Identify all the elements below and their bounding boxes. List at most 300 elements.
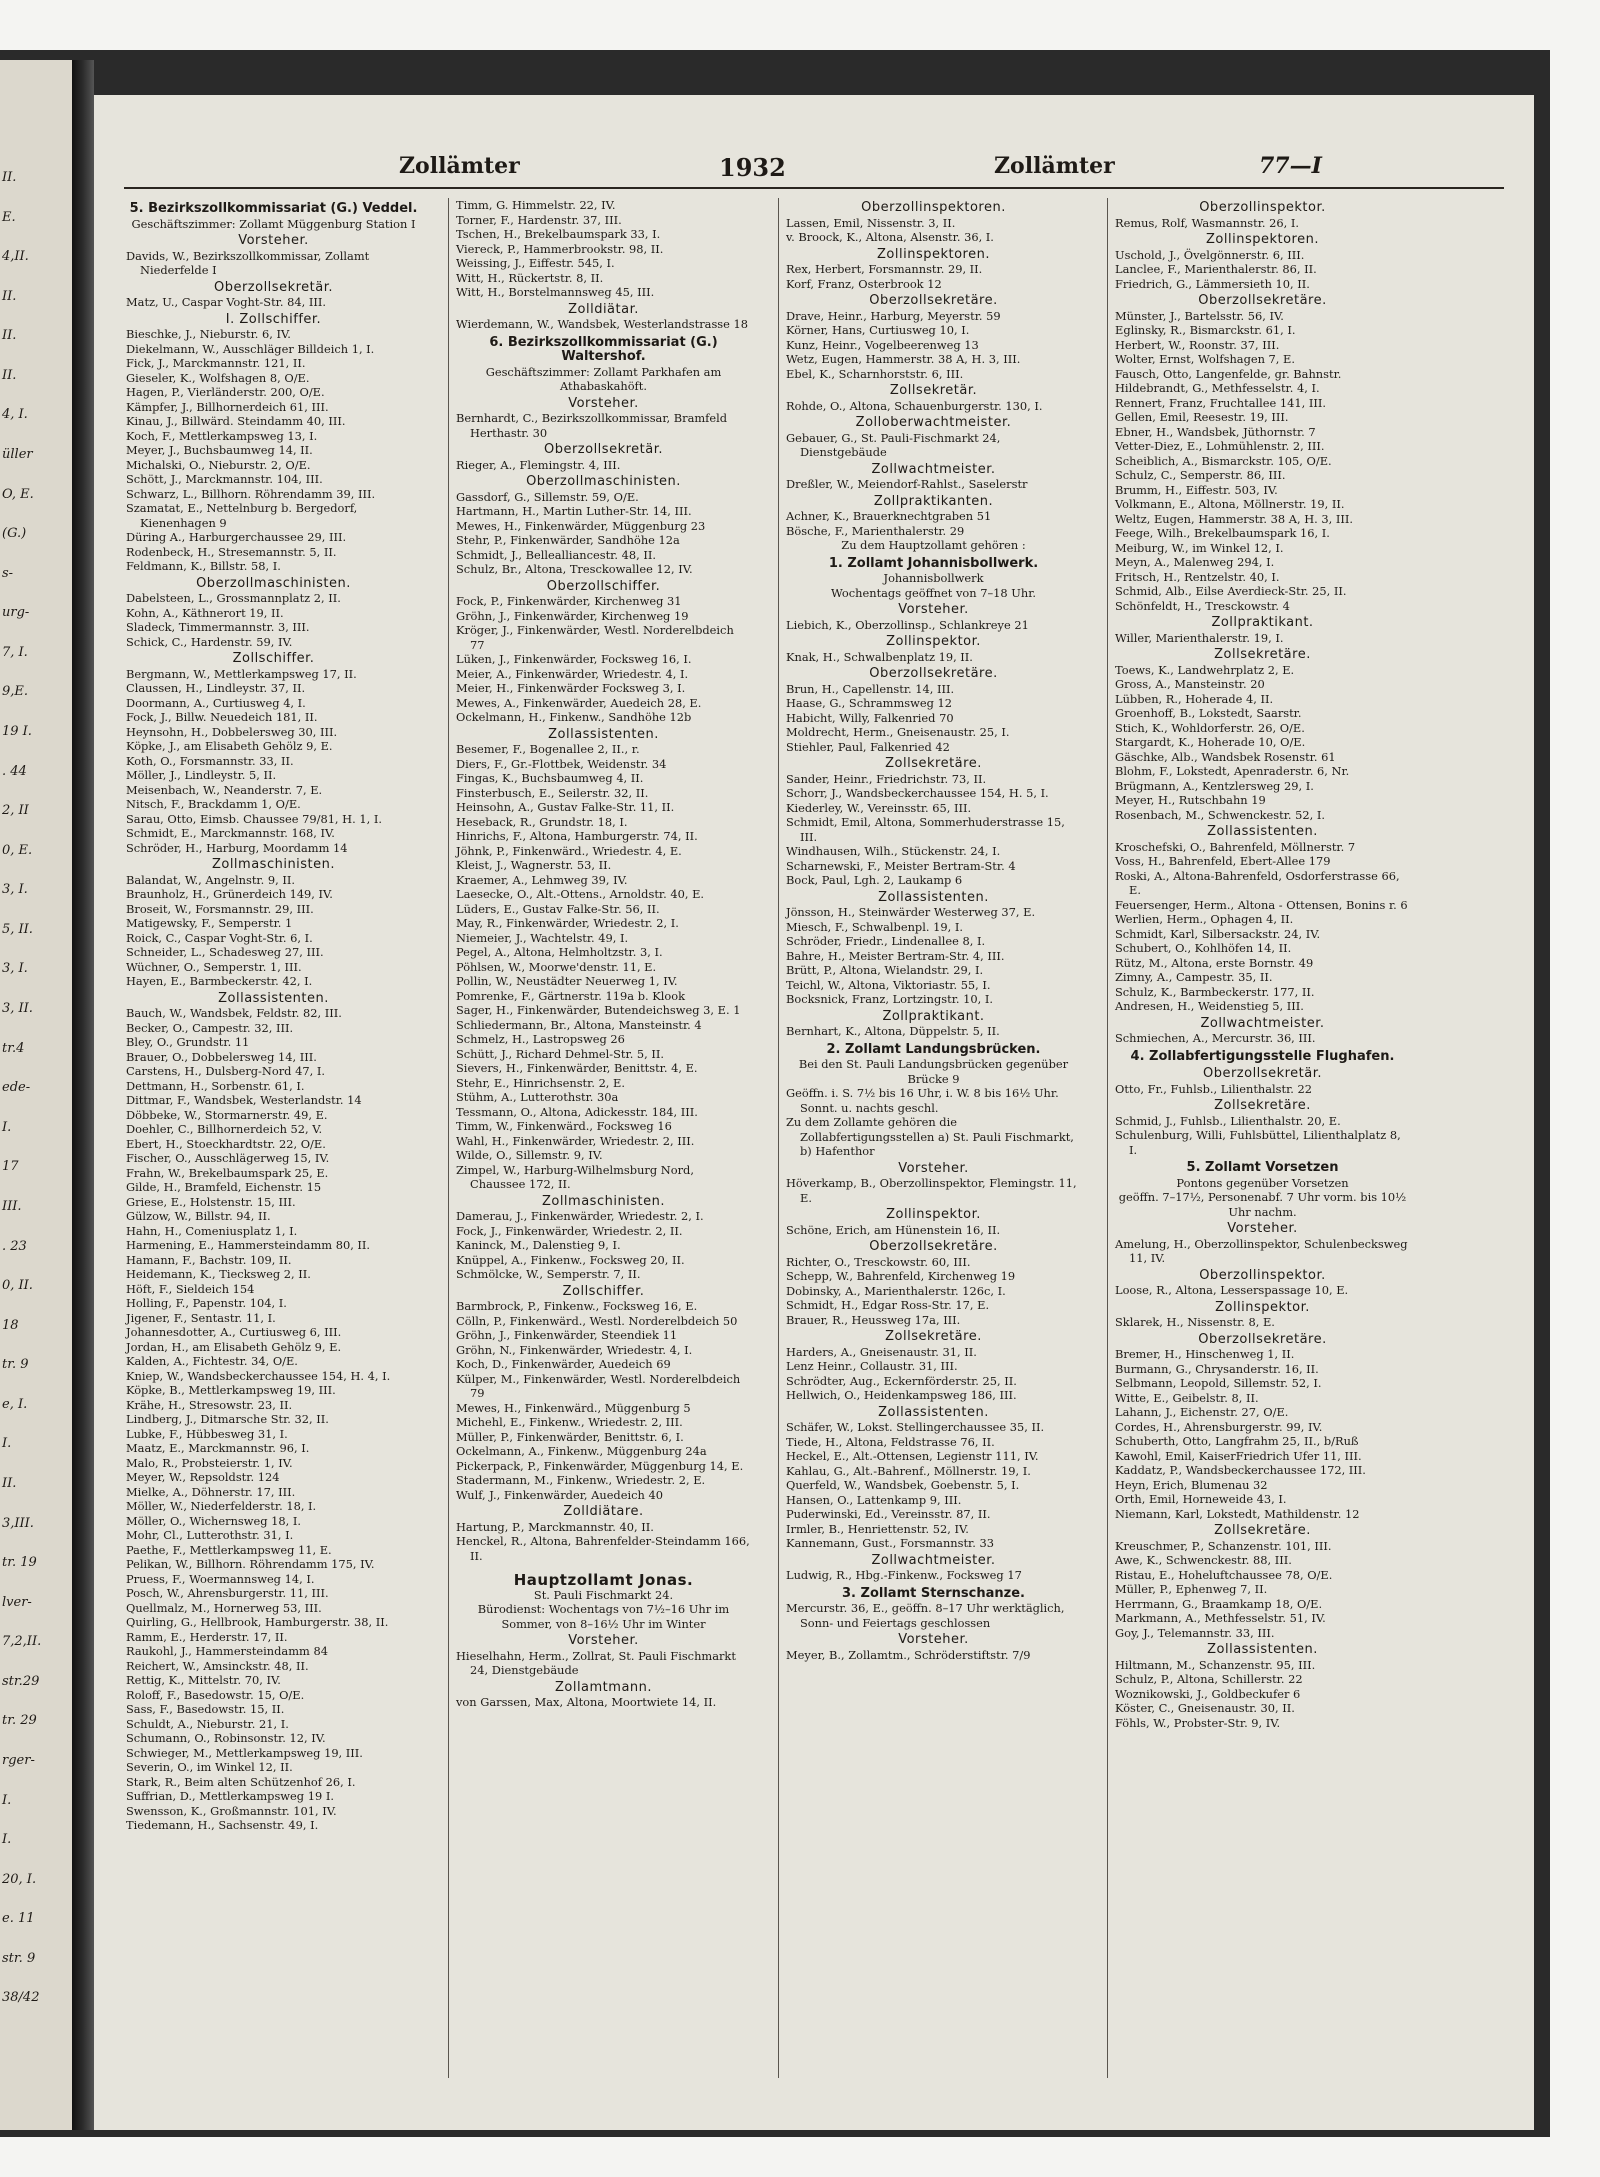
directory-entry: Mielke, A., Döhnerstr. 17, III. <box>126 1484 296 1499</box>
directory-entry: Föhls, W., Probster-Str. 9, IV. <box>1115 1715 1281 1730</box>
rank-heading: Zollsekretäre. <box>885 756 982 771</box>
directory-entry: Bieschke, J., Nieburstr. 6, IV. <box>126 327 291 341</box>
left-page-fragment: (G.) <box>2 526 27 542</box>
directory-entry: Mewes, H., Finkenwärd., Müggenburg 5 <box>456 1400 691 1415</box>
left-page-fragment: . 23 <box>2 1238 27 1254</box>
bottom-margin <box>0 2137 1600 2177</box>
directory-entry: Wulf, J., Finkenwärder, Auedeich 40 <box>456 1487 663 1502</box>
directory-entry: Toews, K., Landwehrplatz 2, E. <box>1115 662 1295 677</box>
directory-entry: von Garssen, Max, Altona, Moortwiete 14, II. <box>456 1695 717 1709</box>
rank-heading: Zolldiätar. <box>568 301 639 317</box>
directory-entry: Niemann, Karl, Lokstedt, Mathildenstr. 12 <box>1115 1506 1360 1521</box>
directory-entry: Brun, H., Capellenstr. 14, III. <box>786 681 955 696</box>
directory-entry: Zu dem Zollamte gehören die Zollabfertigungsstellen a) St. Pauli Fischmarkt, b) Hafenthor <box>786 1115 1074 1158</box>
directory-entry: Schmelz, H., Lastropsweg 26 <box>456 1032 625 1046</box>
directory-entry: Blohm, F., Lokstedt, Apenraderstr. 6, Nr. <box>1115 764 1350 778</box>
directory-entry: Doehler, C., Billhornerdeich 52, V. <box>126 1122 323 1136</box>
directory-entry: Frahn, W., Brekelbaumspark 25, E. <box>126 1165 329 1180</box>
left-page-fragment: O, E. <box>2 486 34 502</box>
rank-heading: Oberzollsekretäre. <box>869 1239 998 1254</box>
left-page-fragment: 18 <box>2 1317 19 1333</box>
rank-heading: Oberzollsekretär. <box>543 442 664 457</box>
directory-entry: Vetter-Diez, E., Lohmühlenstr. 2, III. <box>1115 439 1325 453</box>
left-page-fragment: e. 11 <box>2 1911 35 1927</box>
rank-heading: Zolldiätare. <box>563 1504 644 1519</box>
note-text: Wochentags geöffnet von 7–18 Uhr. <box>830 585 1037 600</box>
rank-heading: Zollmaschinisten. <box>211 857 336 872</box>
directory-entry: Hansen, O., Lattenkamp 9, III. <box>786 1492 962 1507</box>
directory-entry: Rodenbeck, H., Stresemannstr. 5, II. <box>126 544 337 559</box>
left-page-fragment: 3,III. <box>2 1515 34 1531</box>
page-header <box>94 95 1534 185</box>
right-margin <box>1550 0 1600 2177</box>
directory-entry: Korf, Franz, Osterbrook 12 <box>786 276 942 291</box>
left-page-fragment: tr. 29 <box>2 1713 37 1729</box>
directory-entry: Döbbeke, W., Stormarnerstr. 49, E. <box>126 1107 328 1122</box>
directory-entry: Niemeier, J., Wachtelstr. 49, I. <box>456 930 629 945</box>
directory-entry: Stadermann, M., Finkenw., Wriedestr. 2, E. <box>456 1473 706 1487</box>
directory-entry: Eglinsky, R., Bismarckstr. 61, I. <box>1115 323 1296 337</box>
left-page-fragment: 3, I. <box>2 961 28 977</box>
directory-entry: Lenz Heinr., Collaustr. 31, III. <box>786 1359 958 1373</box>
directory-entry: Diekelmann, W., Ausschläger Billdeich 1, I. <box>126 341 375 356</box>
directory-entry: Roski, A., Altona-Bahrenfeld, Osdorferstrasse 66, E. <box>1115 868 1400 897</box>
directory-entry: Posch, W., Ahrensburgerstr. 11, III. <box>126 1586 329 1600</box>
note-text: Bürodienst: Wochentags von 7½–16 Uhr im Sommer, von 8–16½ Uhr im Winter <box>477 1602 730 1631</box>
directory-entry: Knüppel, A., Finkenw., Focksweg 20, II. <box>456 1252 685 1267</box>
directory-entry: Voss, H., Bahrenfeld, Ebert-Allee 179 <box>1115 854 1331 868</box>
directory-entry: Barmbrock, P., Finkenw., Focksweg 16, E. <box>456 1299 698 1313</box>
rank-heading: Oberzollsekretäre. <box>1198 1331 1327 1347</box>
directory-entry: Lahann, J., Eichenstr. 27, O/E. <box>1115 1405 1289 1419</box>
directory-entry: Brauer, O., Dobbelersweg 14, III. <box>126 1049 317 1064</box>
rank-heading: Zollschiffer. <box>562 1283 645 1299</box>
left-page-fragment: 5, II. <box>2 921 33 937</box>
directory-entry: Gassdorf, G., Sillemstr. 59, O/E. <box>456 489 639 504</box>
directory-entry: Möller, J., Lindleystr. 5, II. <box>126 768 277 782</box>
left-page-fragment: e, I. <box>2 1396 28 1412</box>
left-page-fragment: str.29 <box>2 1673 40 1689</box>
directory-entry: Wierdemann, W., Wandsbek, Westerlandstrasse 18 <box>456 317 749 331</box>
directory-entry: Mercurstr. 36, E., geöffn. 8–17 Uhr werktäglich, Sonn- und Feiertags geschlossen <box>786 1601 1065 1630</box>
directory-entry: Gellen, Emil, Reesestr. 19, III. <box>1115 410 1289 424</box>
directory-entry: Lüders, E., Gustav Falke-Str. 56, II. <box>456 901 660 916</box>
directory-entry: Gieseler, K., Wolfshagen 8, O/E. <box>126 370 310 385</box>
directory-entry: Nitsch, F., Brackdamm 1, O/E. <box>126 797 301 811</box>
directory-entry: Ramm, E., Herderstr. 17, II. <box>126 1629 288 1644</box>
directory-entry: Heidemann, K., Tiecksweg 2, II. <box>126 1267 311 1281</box>
directory-entry: Malo, R., Probsteierstr. 1, IV. <box>126 1455 293 1470</box>
left-page-fragment: 19 I. <box>2 724 32 740</box>
directory-entry: Jigener, F., Sentastr. 11, I. <box>126 1310 276 1325</box>
main-office-heading: Hauptzollamt Jonas. <box>513 1571 694 1589</box>
directory-entry: Schumann, O., Robinsonstr. 12, IV. <box>126 1731 326 1745</box>
directory-entry: Carstens, H., Dulsberg-Nord 47, I. <box>126 1064 325 1078</box>
directory-entry: Doormann, A., Curtiusweg 4, I. <box>126 695 306 710</box>
directory-entry: Kinau, J., Billwärd. Steindamm 40, III. <box>126 414 346 428</box>
directory-entry: Wolter, Ernst, Wolfshagen 7, E. <box>1115 352 1295 366</box>
directory-entry: Bley, O., Grundstr. 11 <box>126 1035 250 1049</box>
directory-entry: Feldmann, K., Billstr. 58, I. <box>126 559 281 573</box>
rank-heading: Oberzollinspektor. <box>1199 200 1326 215</box>
directory-entry: Heynsohn, H., Dobbelersweg 30, III. <box>126 724 338 739</box>
directory-entry: Schmidt, H., Edgar Ross-Str. 17, E. <box>786 1298 990 1312</box>
directory-entry: Laesecke, O., Alt.-Ottens., Arnoldstr. 40, E. <box>456 887 705 901</box>
rank-heading: Zollmaschinisten. <box>541 1193 666 1209</box>
rank-heading: Zollinspektoren. <box>1206 232 1319 247</box>
directory-entry: Mohr, Cl., Lutterothstr. 31, I. <box>126 1528 294 1542</box>
directory-entry: Werlien, Herm., Ophagen 4, II. <box>1115 912 1294 926</box>
rank-heading: Oberzollmaschinisten. <box>526 474 681 489</box>
directory-entry: Damerau, J., Finkenwärder, Wriedestr. 2, I. <box>456 1209 704 1223</box>
directory-entry: Münster, J., Bartelsstr. 56, IV. <box>1115 308 1284 323</box>
rank-heading: Zollassistenten. <box>548 726 659 742</box>
directory-entry: Ockelmann, A., Finkenw., Müggenburg 24a <box>456 1444 707 1458</box>
rank-heading: Zollassistenten. <box>1207 824 1318 839</box>
rank-heading: Zolloberwachtmeister. <box>855 415 1012 430</box>
rank-heading: Zollassistenten. <box>218 990 329 1006</box>
directory-entry: Meier, A., Finkenwärder, Wriedestr. 4, I. <box>456 666 689 681</box>
rank-heading: Zollinspektor. <box>886 634 981 649</box>
directory-entry: Meyer, B., Zollamtm., Schröderstiftstr. 7/9 <box>786 1647 1031 1662</box>
directory-entry: Pollin, W., Neustädter Neuerweg 1, IV. <box>456 974 678 988</box>
directory-entry: Schulz, P., Altona, Schillerstr. 22 <box>1115 1672 1303 1686</box>
directory-entry: Broseit, W., Forsmannstr. 29, III. <box>126 901 314 916</box>
left-page-fragment: I. <box>2 1832 12 1848</box>
directory-entry: Gröhn, J., Finkenwärder, Kirchenweg 19 <box>456 608 689 623</box>
directory-entry: Hiltmann, M., Schanzenstr. 95, III. <box>1115 1657 1316 1672</box>
directory-entry: Feege, Wilh., Brekelbaumspark 16, I. <box>1115 526 1330 540</box>
directory-entry: Harmening, E., Hammersteindamm 80, II. <box>126 1238 371 1252</box>
left-page-fragment: I. <box>2 1119 12 1135</box>
directory-entry: Suffrian, D., Mettlerkampsweg 19 I. <box>126 1789 334 1803</box>
rank-heading: Vorsteher. <box>898 1160 969 1176</box>
directory-entry: Schulz, K., Barmbeckerstr. 177, II. <box>1115 984 1315 999</box>
directory-entry: Pickerpack, P., Finkenwärder, Müggenburg 14, E. <box>456 1458 744 1473</box>
directory-entry: Zimny, A., Campestr. 35, II. <box>1115 970 1273 984</box>
directory-entry: Sager, H., Finkenwärder, Butendeichsweg 3, E. 1 <box>456 1003 741 1017</box>
directory-entry: Gebauer, G., St. Pauli-Fischmarkt 24, Dienstgebäude <box>786 430 1001 459</box>
directory-entry: Herbert, W., Roonstr. 37, III. <box>1115 337 1280 352</box>
directory-entry: Schorr, J., Wandsbeckerchaussee 154, H. 5, I. <box>786 786 1049 800</box>
directory-entry: Rieger, A., Flemingstr. 4, III. <box>456 457 621 472</box>
left-page-fragment: rger- <box>2 1752 35 1768</box>
directory-entry: Möller, O., Wichernsweg 18, I. <box>126 1513 302 1528</box>
left-page-fragment: 38/42 <box>2 1990 40 2006</box>
rank-heading: Zollpraktikant. <box>1211 615 1314 630</box>
directory-entry: Braunholz, H., Grünerdeich 149, IV. <box>126 887 333 901</box>
rank-heading: Zollinspektoren. <box>877 246 990 262</box>
directory-entry: Schröder, H., Harburg, Moordamm 14 <box>126 840 348 855</box>
office-heading: 3. Zollamt Sternschanze. <box>842 1585 1025 1601</box>
office-heading: 6. Bezirkszollkommissariat (G.) Waltershof. <box>489 334 718 364</box>
directory-entry: Roloff, F., Basedowstr. 15, O/E. <box>126 1687 305 1702</box>
directory-entry: Haase, G., Schrammsweg 12 <box>786 696 952 710</box>
directory-entry: Rohde, O., Altona, Schauenburgerstr. 130, I. <box>786 398 1043 413</box>
directory-entry: Bremer, H., Hinschenweg 1, II. <box>1115 1347 1295 1361</box>
left-page-fragment: ede- <box>2 1080 31 1096</box>
directory-entry: Meyer, J., Buchsbaumweg 14, II. <box>126 443 313 457</box>
rank-heading: Zollsekretäre. <box>1214 647 1311 662</box>
directory-entry: Harders, A., Gneisenaustr. 31, II. <box>786 1344 977 1359</box>
rank-heading: Zollsekretäre. <box>885 1329 982 1344</box>
rank-heading: Vorsteher. <box>1227 1221 1298 1236</box>
directory-entry: Möller, W., Niederfelderstr. 18, I. <box>126 1499 317 1513</box>
directory-entry: Fock, J., Finkenwärder, Wriedestr. 2, II. <box>456 1223 683 1238</box>
directory-entry: Schubert, O., Kohlhöfen 14, II. <box>1115 941 1292 955</box>
left-page-fragment: II. <box>2 367 17 383</box>
directory-entry: Stargardt, K., Hoherade 10, O/E. <box>1115 735 1306 749</box>
left-page-fragment: 9,E. <box>2 684 29 700</box>
directory-entry: Krähe, H., Stresowstr. 23, II. <box>126 1397 293 1412</box>
directory-entry: Herrmann, G., Braamkamp 18, O/E. <box>1115 1596 1323 1611</box>
directory-entry: Fritsch, H., Rentzelstr. 40, I. <box>1115 569 1280 584</box>
directory-entry: Swensson, K., Großmannstr. 101, IV. <box>126 1803 337 1818</box>
directory-entry: Bösche, F., Marienthalerstr. 29 <box>786 523 965 538</box>
note-text: Johannisbollwerk <box>883 571 984 585</box>
directory-entry: Düring A., Harburgerchaussee 29, III. <box>126 530 347 544</box>
directory-entry: Wüchner, O., Semperstr. 1, III. <box>126 959 302 974</box>
directory-entry: Sarau, Otto, Eimsb. Chaussee 79/81, H. 1, I. <box>126 811 382 826</box>
directory-entry: Mewes, H., Finkenwärder, Müggenburg 23 <box>456 518 706 533</box>
note-text: Pontons gegenüber Vorsetzen <box>1176 1175 1349 1190</box>
directory-entry: Fick, J., Marckmannstr. 121, II. <box>126 356 306 370</box>
directory-entry: Hagen, P., Vierländerstr. 200, O/E. <box>126 385 325 399</box>
directory-entry: Liebich, K., Oberzollinsp., Schlankreye 21 <box>786 617 1029 632</box>
directory-entry: Teichl, W., Altona, Viktoriastr. 55, I. <box>786 977 991 992</box>
directory-entry: Fausch, Otto, Langenfelde, gr. Bahnstr. <box>1115 366 1342 381</box>
left-page-fragment: üller <box>2 447 33 463</box>
directory-entry: Witt, H., Rückertstr. 8, II. <box>456 270 604 285</box>
directory-entry: Goy, J., Telemannstr. 33, III. <box>1115 1625 1275 1640</box>
rank-heading: Oberzollmaschinisten. <box>196 575 351 591</box>
directory-entry: Willer, Marienthalerstr. 19, I. <box>1115 630 1284 645</box>
directory-entry: Viereck, P., Hammerbrookstr. 98, II. <box>456 241 664 256</box>
directory-entry: Hartung, P., Marckmannstr. 40, II. <box>456 1519 654 1534</box>
directory-entry: Köpke, J., am Elisabeth Gehölz 9, E. <box>126 739 333 753</box>
left-page-fragment: II. <box>2 288 17 304</box>
directory-entry: Körner, Hans, Curtiusweg 10, I. <box>786 323 970 337</box>
left-page-edge <box>0 60 72 2130</box>
rank-heading: Zollpraktikant. <box>882 1008 985 1024</box>
directory-entry: Pöhlsen, W., Moorwe'denstr. 11, E. <box>456 959 657 974</box>
rank-heading: Oberzollsekretäre. <box>869 666 998 681</box>
directory-entry: Dobinsky, A., Marienthalerstr. 126c, I. <box>786 1283 1006 1298</box>
top-margin <box>0 0 1600 50</box>
directory-entry: Brumm, H., Eiffestr. 503, IV. <box>1115 482 1278 497</box>
directory-entry: Stiehler, Paul, Falkenried 42 <box>786 739 950 754</box>
directory-entry: Gilde, H., Bramfeld, Eichenstr. 15 <box>126 1180 322 1194</box>
left-page-fragment: II. <box>2 328 17 344</box>
directory-entry: Hieselhahn, Herm., Zollrat, St. Pauli Fischmarkt 24, Dienstgebäude <box>456 1648 736 1677</box>
column-3 <box>786 198 1081 1662</box>
directory-entry: Irmler, B., Henriettenstr. 52, IV. <box>786 1521 969 1536</box>
directory-entry: Rütz, M., Altona, erste Bornstr. 49 <box>1115 955 1314 970</box>
directory-entry: Amelung, H., Oberzollinspektor, Schulenbecksweg 11, IV. <box>1115 1236 1408 1265</box>
left-page-fragment: tr. 19 <box>2 1555 37 1571</box>
left-page-fragment: 4, I. <box>2 407 28 423</box>
rank-heading: Oberzollinspektor. <box>1199 1267 1326 1283</box>
left-page-fragment: . 44 <box>2 763 27 779</box>
directory-entry: Markmann, A., Methfesselstr. 51, IV. <box>1115 1611 1326 1625</box>
directory-entry: Köster, C., Gneisenaustr. 30, II. <box>1115 1701 1295 1715</box>
rank-heading: Vorsteher. <box>898 1632 969 1647</box>
directory-entry: Müller, P., Finkenwärder, Benittstr. 6, I. <box>456 1429 684 1444</box>
directory-entry: Michehl, E., Finkenw., Wriedestr. 2, III. <box>456 1415 683 1429</box>
left-page-fragment: 3, II. <box>2 1001 33 1017</box>
directory-entry: Cordes, H., Ahrensburgerstr. 99, IV. <box>1115 1419 1323 1434</box>
directory-entry: Dettmann, H., Sorbenstr. 61, I. <box>126 1078 305 1093</box>
directory-entry: Burmann, G., Chrysanderstr. 16, II. <box>1115 1361 1319 1376</box>
directory-entry: Torner, F., Hardenstr. 37, III. <box>456 212 622 227</box>
directory-entry: Lüken, J., Finkenwärder, Focksweg 16, I. <box>456 652 692 666</box>
directory-entry: Rettig, K., Mittelstr. 70, IV. <box>126 1673 281 1687</box>
rank-heading: Zollinspektor. <box>886 1207 981 1222</box>
directory-entry: Tessmann, O., Altona, Adickesstr. 184, III. <box>456 1104 698 1119</box>
directory-entry: Reichert, W., Amsinckstr. 48, II. <box>126 1658 309 1673</box>
page-year: 1932 <box>719 153 786 182</box>
directory-entry: Sklarek, H., Nissenstr. 8, E. <box>1115 1315 1275 1329</box>
directory-entry: Kröger, J., Finkenwärder, Westl. Norderelbdeich 77 <box>456 623 734 652</box>
directory-entry: v. Broock, K., Altona, Alsenstr. 36, I. <box>786 230 994 244</box>
directory-entry: Schröder, Friedr., Lindenallee 8, I. <box>786 934 986 948</box>
directory-entry: Schöne, Erich, am Hünenstein 16, II. <box>786 1222 1001 1237</box>
directory-entry: Kroschefski, O., Bahrenfeld, Möllnerstr. 7 <box>1115 839 1356 854</box>
rank-heading: Oberzollsekretäre. <box>1198 293 1327 308</box>
directory-entry: Schick, C., Hardenstr. 59, IV. <box>126 634 293 649</box>
office-heading: 5. Zollamt Vorsetzen <box>1186 1160 1339 1175</box>
directory-entry: Heckel, E., Alt.-Ottensen, Legienstr 111, IV. <box>786 1449 1039 1463</box>
directory-entry: Meiburg, W., im Winkel 12, I. <box>1115 540 1284 555</box>
directory-entry: Heseback, R., Grundstr. 18, I. <box>456 814 628 829</box>
directory-entry: Fingas, K., Buchsbaumweg 4, II. <box>456 771 644 785</box>
directory-entry: Schwarz, L., Billhorn. Röhrendamm 39, III. <box>126 486 376 501</box>
directory-entry: Feuersenger, Herm., Altona - Ottensen, Bonins r. 6 <box>1115 897 1408 912</box>
directory-entry: Otto, Fr., Fuhlsb., Lilienthalstr. 22 <box>1115 1081 1313 1096</box>
directory-entry: Bernhart, K., Altona, Düppelstr. 5, II. <box>786 1024 1000 1038</box>
note-text: geöffn. 7–17½, Personenabf. 7 Uhr vorm. bis 10½ Uhr nachm. <box>1118 1190 1407 1219</box>
column-1 <box>126 198 421 1833</box>
rank-heading: Vorsteher. <box>898 602 969 617</box>
directory-entry: Witte, E., Geibelstr. 8, II. <box>1115 1390 1259 1405</box>
directory-entry: Schmid, J., Fuhlsb., Lilienthalstr. 20, E. <box>1115 1113 1341 1128</box>
directory-entry: Miesch, F., Schwalbenpl. 19, I. <box>786 919 963 934</box>
directory-entry: Claussen, H., Lindleystr. 37, II. <box>126 681 306 695</box>
directory-entry: Moldrecht, Herm., Gneisenaustr. 25, I. <box>786 725 1010 739</box>
directory-entry: Puderwinski, Ed., Vereinsstr. 87, II. <box>786 1507 991 1521</box>
note-text: Geschäftszimmer: Zollamt Müggenburg Station I <box>131 216 416 231</box>
note-text: Bei den St. Pauli Landungsbrücken gegenüber Brücke 9 <box>798 1057 1069 1086</box>
directory-entry: Dabelsteen, L., Grossmannplatz 2, II. <box>126 591 341 605</box>
directory-entry: Geöffn. i. S. 7½ bis 16 Uhr, i. W. 8 bis 16½ Uhr. Sonnt. u. nachts geschl. <box>786 1086 1059 1115</box>
directory-entry: Davids, W., Bezirkszollkommissar, Zollamt Niederfelde I <box>126 248 370 277</box>
directory-entry: Achner, K., Brauerknechtgraben 51 <box>786 509 992 523</box>
directory-entry: Hinrichs, F., Altona, Hamburgerstr. 74, II. <box>456 829 698 843</box>
directory-entry: Groenhoff, B., Lokstedt, Saarstr. <box>1115 706 1302 720</box>
directory-entry: Brügmann, A., Kentzlersweg 29, I. <box>1115 778 1314 793</box>
directory-entry: Rosenbach, M., Schwenckestr. 52, I. <box>1115 807 1326 822</box>
directory-entry: Schulz, C., Semperstr. 86, III. <box>1115 468 1286 482</box>
directory-entry: Gröhn, J., Finkenwärder, Steendiek 11 <box>456 1328 678 1342</box>
directory-entry: Fischer, O., Ausschlägerweg 15, IV. <box>126 1151 330 1165</box>
directory-entry: Tiede, H., Altona, Feldstrasse 76, II. <box>786 1434 995 1449</box>
directory-entry: Querfeld, W., Wandsbek, Goebenstr. 5, I. <box>786 1478 1020 1492</box>
left-page-fragment: 2, II <box>2 803 29 819</box>
directory-entry: Orth, Emil, Horneweide 43, I. <box>1115 1492 1287 1506</box>
directory-entry: Becker, O., Campestr. 32, III. <box>126 1020 294 1035</box>
directory-entry: Maatz, E., Marckmannstr. 96, I. <box>126 1441 310 1455</box>
directory-entry: Jöhnk, P., Finkenwärd., Wriedestr. 4, E. <box>456 843 682 858</box>
directory-entry: Lubke, F., Hübbesweg 31, I. <box>126 1426 288 1441</box>
left-page-fragment: lver- <box>2 1594 32 1610</box>
directory-entry: Mewes, A., Finkenwärder, Auedeich 28, E. <box>456 695 702 710</box>
directory-entry: Stühm, A., Lutterothstr. 30a <box>456 1090 619 1104</box>
rank-heading: Zollpraktikanten. <box>873 493 994 509</box>
directory-entry: Bauch, W., Wandsbek, Feldstr. 82, III. <box>126 1006 342 1020</box>
directory-entry: Brauer, R., Heussweg 17a, III. <box>786 1312 961 1327</box>
directory-entry: Ristau, E., Hoheluftchaussee 78, O/E. <box>1115 1567 1333 1582</box>
directory-entry: Schulz, Br., Altona, Tresckowallee 12, IV. <box>456 562 693 576</box>
directory-entry: Knak, H., Schwalbenplatz 19, II. <box>786 649 973 664</box>
directory-entry: Tschen, H., Brekelbaumspark 33, I. <box>456 227 661 241</box>
directory-entry: Ludwig, R., Hbg.-Finkenw., Focksweg 17 <box>786 1568 1022 1582</box>
directory-entry: Koth, O., Forsmannstr. 33, II. <box>126 753 294 768</box>
directory-entry: Johannesdotter, A., Curtiusweg 6, III. <box>126 1325 342 1339</box>
rank-heading: Zollamtmann. <box>554 1679 653 1695</box>
directory-entry: Hamann, F., Bachstr. 109, II. <box>126 1252 292 1267</box>
rank-heading: Zollwachtmeister. <box>871 461 996 477</box>
directory-entry: Kahlau, G., Alt.-Bahrenf., Möllnerstr. 19, I. <box>786 1463 1031 1478</box>
rank-heading: Zollassistenten. <box>878 1404 989 1420</box>
directory-entry: Kraemer, A., Lehmweg 39, IV. <box>456 872 628 887</box>
directory-entry: Rex, Herbert, Forsmannstr. 29, II. <box>786 262 983 276</box>
directory-entry: Pomrenke, F., Gärtnerstr. 119a b. Klook <box>456 988 686 1003</box>
left-page-fragment: 0, II. <box>2 1278 33 1294</box>
office-heading: 4. Zollabfertigungsstelle Flughafen. <box>1130 1048 1395 1064</box>
directory-entry: Witt, H., Borstelmannsweg 45, III. <box>456 285 655 299</box>
directory-entry: Zimpel, W., Harburg-Wilhelmsburg Nord, Chaussee 172, II. <box>456 1162 694 1191</box>
left-page-fragment: urg- <box>2 605 30 621</box>
directory-entry: Woznikowski, J., Goldbeckufer 6 <box>1115 1686 1301 1701</box>
directory-entry: Scheiblich, A., Bismarckstr. 105, O/E. <box>1115 453 1332 468</box>
directory-entry: Szamatat, E., Nettelnburg b. Bergedorf, Kienenhagen 9 <box>126 501 358 530</box>
directory-entry: Schliedermann, Br., Altona, Mansteinstr. 4 <box>456 1017 702 1032</box>
left-page-fragment: III. <box>2 1198 22 1214</box>
rank-heading: Oberzollsekretäre. <box>869 293 998 308</box>
directory-entry: May, R., Finkenwärder, Wriedestr. 2, I. <box>456 916 679 930</box>
directory-entry: Wahl, H., Finkenwärder, Wriedestr. 2, III. <box>456 1133 695 1148</box>
left-page-fragment: 3, I. <box>2 882 28 898</box>
directory-entry: Heinsohn, A., Gustav Falke-Str. 11, II. <box>456 800 675 814</box>
directory-entry: Matz, U., Caspar Voght-Str. 84, III. <box>126 295 326 309</box>
directory-entry: Koch, F., Mettlerkampsweg 13, I. <box>126 428 318 443</box>
directory-entry: Pruess, F., Woermannsweg 14, I. <box>126 1571 315 1586</box>
rank-heading: Vorsteher. <box>238 233 309 248</box>
directory-entry: Michalski, O., Nieburstr. 2, O/E. <box>126 457 311 472</box>
directory-entry: Sladeck, Timmermannstr. 3, III. <box>126 620 310 634</box>
directory-entry: Pegel, A., Altona, Helmholtzstr. 3, I. <box>456 945 663 959</box>
directory-entry: Sass, F., Basedowstr. 15, II. <box>126 1702 285 1716</box>
directory-entry: Drave, Heinr., Harburg, Meyerstr. 59 <box>786 308 1001 323</box>
directory-entry: Schäfer, W., Lokst. Stellingerchaussee 35, II. <box>786 1420 1045 1434</box>
directory-entry: Bahre, H., Meister Bertram-Str. 4, III. <box>786 948 1005 963</box>
directory-entry: Schneider, L., Schadesweg 27, III. <box>126 945 324 959</box>
office-heading: 5. Bezirkszollkommissariat (G.) Veddel. <box>129 201 418 216</box>
directory-entry: Gülzow, W., Billstr. 94, II. <box>126 1209 271 1223</box>
left-page-fragment: 7,2,II. <box>2 1634 42 1650</box>
directory-entry: Fock, P., Finkenwärder, Kirchenweg 31 <box>456 594 682 608</box>
directory-entry: Stehr, P., Finkenwärder, Sandhöhe 12a <box>456 533 680 547</box>
